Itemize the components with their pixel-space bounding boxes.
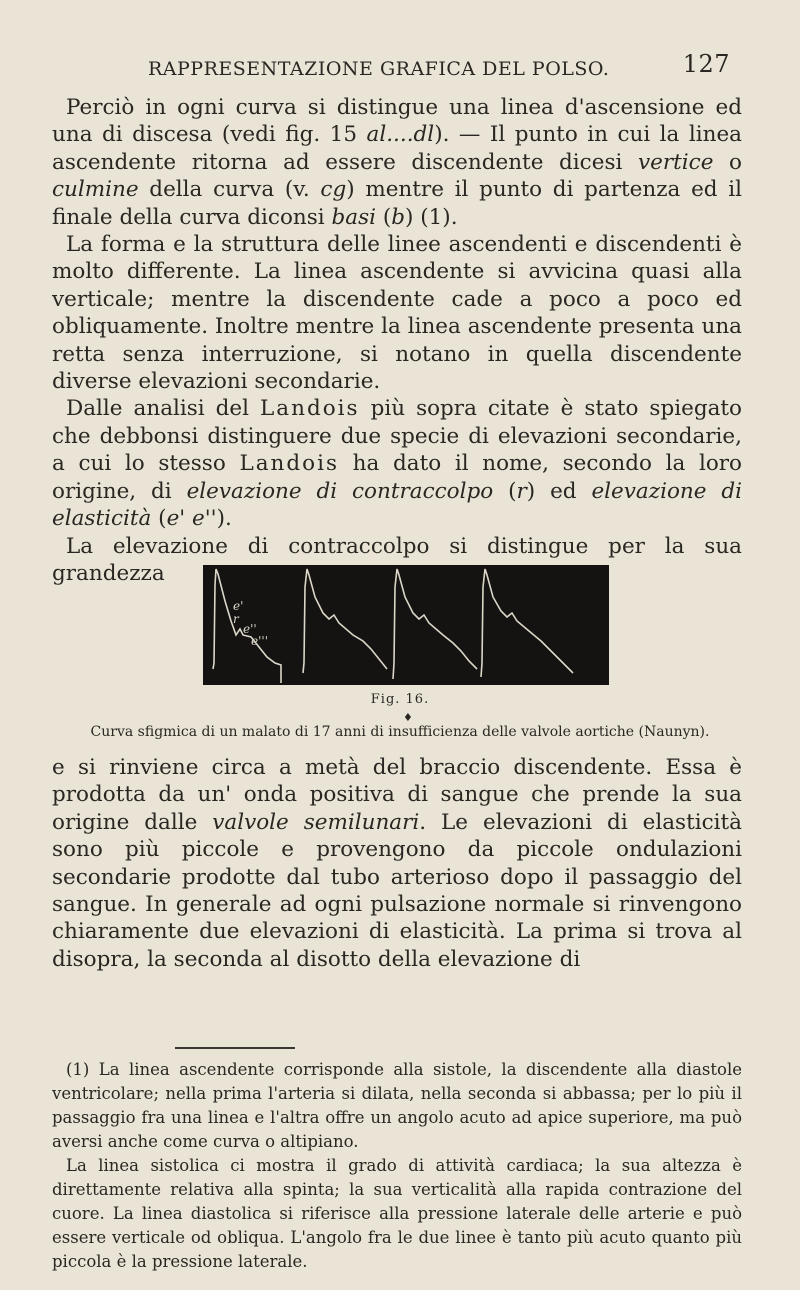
paragraph-5: e si rinviene circa a metà del braccio discendente. Essa è prodotta da un' onda positiva di sangue che prende la sua origine dalle valvole semilunari. Le elevazioni di elasticità sono più piccole e provengono da piccole ondulazioni secondarie prodotte dal tubo arterioso dopo il passaggio del sangue. In generale ad ogni pulsazione normale si rinvengono chiaramente due elevazioni di elasticità. La prima si trova al disopra, la seconda al disotto della elevazione di	[52, 755, 742, 972]
footnote-1: (1) La linea ascendente corrisponde alla sistole, la discendente alla diastole ventricolare; nella prima l'arteria si dilata, nella seconda si abbassa; per lo più il passaggio fra una linea e l'altra offre un angolo acuto ad apice superiore, ma può aversi anche come curva o altipiano.	[52, 1060, 742, 1151]
main-text-top	[52, 94, 742, 587]
paragraph-2: La forma e la struttura delle linee ascendenti e discendenti è molto differente. La linea ascendente si avvicina quasi alla verticale; mentre la discendente cade a poco a poco ed obliquamente. Inoltre mentre la linea ascendente presenta una retta senza interruzione, si notano in quella discendente diverse elevazioni secondarie.	[52, 232, 742, 395]
pulse-wave-4	[481, 569, 573, 677]
label-r: r	[233, 612, 239, 626]
label-e1: e'	[233, 599, 244, 613]
running-title: RAPPRESENTAZIONE GRAFICA DEL POLSO.	[148, 58, 610, 80]
wave-labels	[233, 599, 268, 648]
bullet-mark: ♦	[403, 711, 413, 724]
label-e3: e'''	[251, 634, 268, 648]
footnote-rule	[175, 1047, 295, 1049]
pulse-wave-3	[393, 569, 477, 679]
pulse-waves	[213, 569, 573, 683]
footnote-1-continued: La linea sistolica ci mostra il grado di attività cardiaca; la sua altezza è direttamente relativa alla spinta; la sua verticalità alla rapida contrazione del cuore. La linea diastolica si riferisce alla pressione laterale delle arterie e può essere verticale od obliqua. L'angolo fra le due linee è tanto più acuto quanto più piccola è la pressione laterale.	[52, 1156, 742, 1271]
paragraph-4: La elevazione di contraccolpo si distingue per la sua grandezza	[52, 533, 742, 586]
sphygmogram	[203, 565, 609, 685]
footnotes	[52, 1058, 742, 1274]
running-header	[148, 50, 748, 80]
main-text-bottom	[52, 754, 742, 973]
figure-caption: Curva sfigmica di un malato di 17 anni di insufficienza delle valvole aortiche (Naunyn).	[90, 724, 710, 740]
pulse-wave-2	[303, 569, 387, 673]
label-e2: e''	[243, 622, 257, 636]
figure-number: Fig. 16.	[370, 692, 430, 707]
paragraph-1: Perciò in ogni curva si distingue una linea d'ascensione ed una di discesa (vedi fig. 15 al....dl). — Il punto in cui la linea ascendente ritorna ad essere discendente dicesi vertice o culmine della curva (v. cg) mentre il punto di partenza ed il finale della curva diconsi basi (b) (1).	[52, 95, 743, 230]
paragraph-3: Dalle analisi del Landois più sopra citate è stato spiegato che debbonsi distinguere due specie di elevazioni secondarie, a cui lo stesso Landois ha dato il nome, secondo la loro origine, di elevazione di contraccolpo (r) ed elevazione di elasticità (e' e'').	[52, 396, 742, 532]
page-number: 127	[682, 50, 730, 78]
pulse-tracing-figure	[203, 565, 609, 685]
